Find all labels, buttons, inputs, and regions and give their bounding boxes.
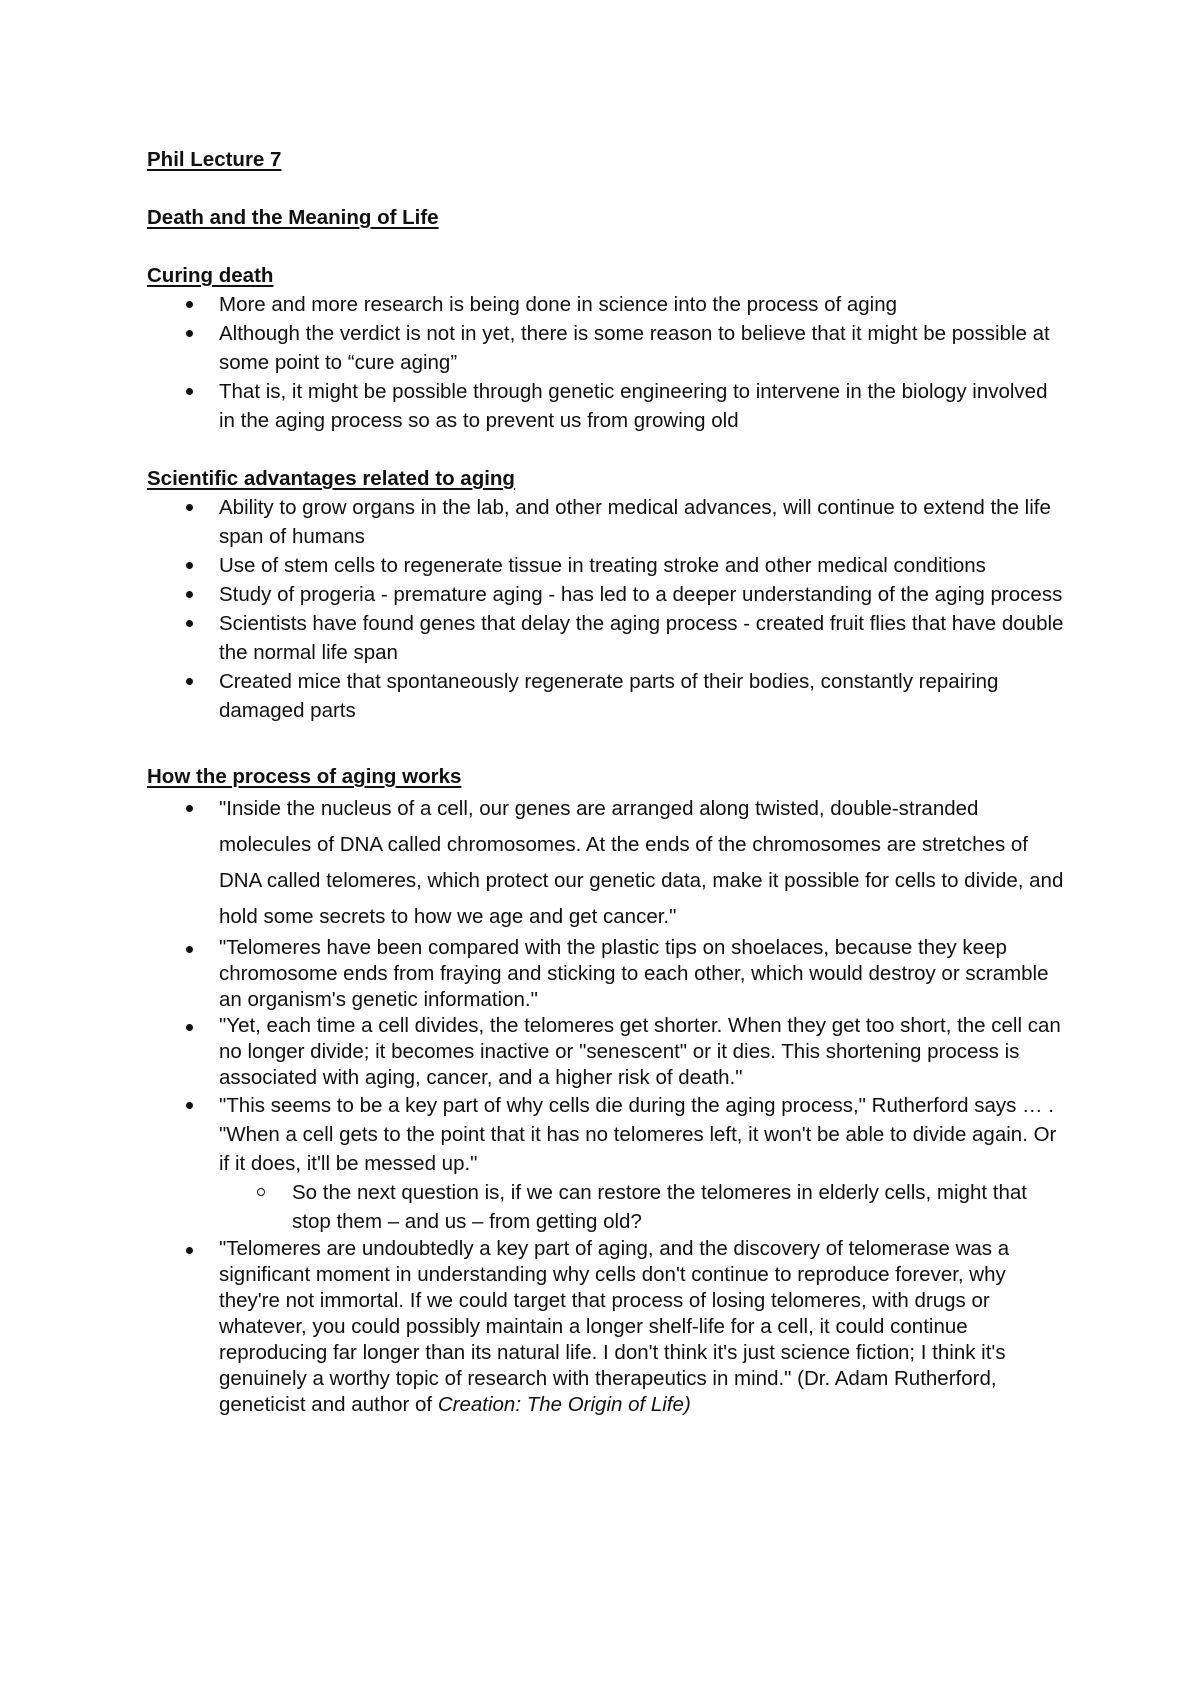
list-item: [147, 1236, 1067, 1418]
section-heading: Curing death: [147, 264, 274, 287]
list-item: Use of stem cells to regenerate tissue in treating stroke and other medical conditions: [147, 551, 1067, 580]
list-item: Although the verdict is not in yet, there is some reason to believe that it might be possible at some point to “cure aging”: [147, 319, 1067, 377]
list-item: Created mice that spontaneously regenerate parts of their bodies, constantly repairing damaged parts: [147, 667, 1067, 725]
list-item: More and more research is being done in science into the process of aging: [147, 290, 1067, 319]
sub-list-item: So the next question is, if we can restore the telomeres in elderly cells, might that stop them – and us – from getting old?: [219, 1178, 1067, 1236]
section-scientific-advantages: [147, 464, 1067, 725]
list-item: Study of progeria - premature aging - has led to a deeper understanding of the aging process: [147, 580, 1067, 609]
sub-list: [219, 1178, 1067, 1236]
list-item-text: "This seems to be a key part of why cells die during the aging process," Rutherford says … . "When a cell gets to the point that it has no telomeres left, it won't be able to divide again. Or if it does, it'll be messed up.": [219, 1094, 1057, 1175]
document-body: [147, 145, 1067, 1418]
list-item: "Yet, each time a cell divides, the telomeres get shorter. When they get too short, the cell can no longer divide; it becomes inactive or "senescent" or it dies. This shortening process is associated with aging, cancer, and a higher risk of death.": [147, 1013, 1067, 1091]
list-item: "Inside the nucleus of a cell, our genes are arranged along twisted, double-stranded molecules of DNA called chromosomes. At the ends of the chromosomes are stretches of DNA called telomeres, which protect our genetic data, make it possible for cells to divide, and hold some secrets to how we age and get cancer.": [147, 791, 1067, 935]
document-title: Phil Lecture 7: [147, 148, 282, 171]
bullet-list: [147, 791, 1067, 1418]
bullet-list: [147, 290, 1067, 435]
section-heading: How the process of aging works: [147, 765, 462, 788]
list-item: Scientists have found genes that delay the aging process - created fruit flies that have double the normal life span: [147, 609, 1067, 667]
section-heading: Scientific advantages related to aging: [147, 467, 515, 490]
section-curing-death: [147, 261, 1067, 435]
list-item: [147, 1091, 1067, 1236]
quote-text: "Telomeres are undoubtedly a key part of aging, and the discovery of telomerase was a significant moment in understanding why cells don't continue to reproduce forever, why they're not immortal. If we could target that process of losing telomeres, with drugs or whatever, you could possibly maintain a longer shelf-life for a cell, it could continue reproducing far longer than its natural life. I don't think it's just science fiction; I think it's genuinely a worthy topic of research with therapeutics in mind." (Dr. Adam Rutherford, geneticist and author of: [219, 1237, 1010, 1416]
list-item: "Telomeres have been compared with the plastic tips on shoelaces, because they keep chromosome ends from fraying and sticking to each other, which would destroy or scramble an organism's genetic information.": [147, 935, 1067, 1013]
document-subtitle: Death and the Meaning of Life: [147, 206, 439, 229]
list-item: Ability to grow organs in the lab, and other medical advances, will continue to extend the life span of humans: [147, 493, 1067, 551]
section-aging-process: [147, 762, 1067, 1418]
book-title: Creation: The Origin of Life): [437, 1393, 691, 1416]
bullet-list: [147, 493, 1067, 725]
list-item: That is, it might be possible through genetic engineering to intervene in the biology involved in the aging process so as to prevent us from growing old: [147, 377, 1067, 435]
